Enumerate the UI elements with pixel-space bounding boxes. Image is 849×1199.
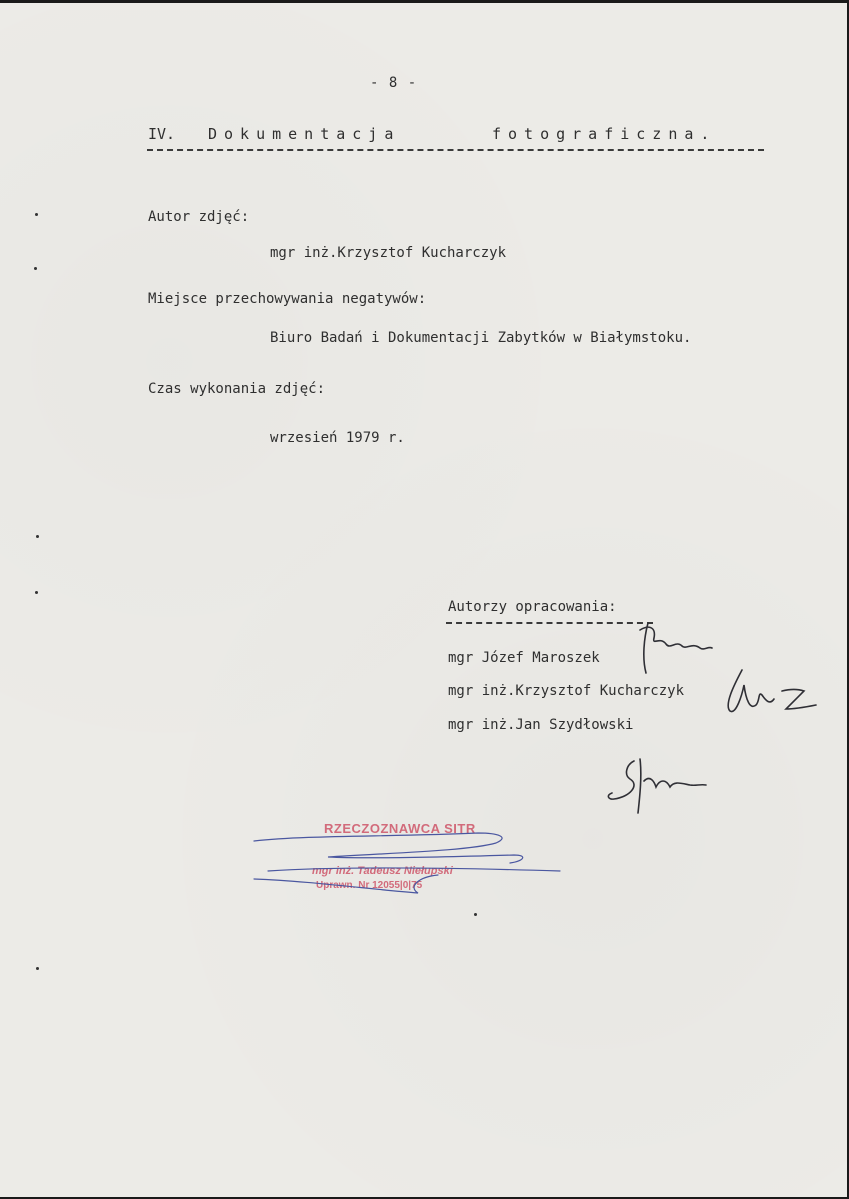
heading-underline bbox=[147, 149, 764, 151]
section-title-word-2: fotograficzna. bbox=[492, 125, 717, 143]
author-1: mgr Józef Maroszek bbox=[448, 650, 600, 666]
photo-author-label: Autor zdjęć: bbox=[148, 209, 250, 225]
margin-mark bbox=[36, 967, 39, 970]
margin-mark bbox=[35, 213, 38, 216]
signature-2-icon bbox=[712, 665, 827, 725]
document-page bbox=[0, 3, 847, 1197]
section-heading bbox=[148, 125, 762, 143]
authors-underline bbox=[446, 622, 653, 624]
stamp-name: mgr inż. Tadeusz Niełupski bbox=[312, 865, 453, 877]
author-2: mgr inż.Krzysztof Kucharczyk bbox=[448, 683, 685, 699]
photo-date: wrzesień 1979 r. bbox=[270, 430, 405, 446]
stamp-registration: Uprawn. Nr 12055|0|75 bbox=[316, 880, 423, 891]
signature-3-icon bbox=[600, 751, 715, 821]
margin-mark bbox=[34, 267, 37, 270]
stamp-title: RZECZOZNAWCA SITR bbox=[324, 821, 476, 836]
section-title-word-1: Dokumentacja bbox=[208, 125, 401, 143]
margin-mark bbox=[36, 535, 39, 538]
author-3: mgr inż.Jan Szydłowski bbox=[448, 717, 634, 733]
stamp-signature-icon bbox=[248, 831, 568, 901]
negatives-location-label: Miejsce przechowywania negatywów: bbox=[148, 291, 427, 307]
margin-mark bbox=[35, 591, 38, 594]
photo-date-label: Czas wykonania zdjęć: bbox=[148, 381, 326, 397]
authors-label: Autorzy opracowania: bbox=[448, 599, 617, 615]
photo-author: mgr inż.Krzysztof Kucharczyk bbox=[270, 245, 507, 261]
negatives-location: Biuro Badań i Dokumentacji Zabytków w Białymstoku. bbox=[270, 330, 692, 346]
page-number: - 8 - bbox=[370, 75, 418, 91]
margin-mark bbox=[474, 913, 477, 916]
section-number: IV. bbox=[148, 125, 176, 143]
